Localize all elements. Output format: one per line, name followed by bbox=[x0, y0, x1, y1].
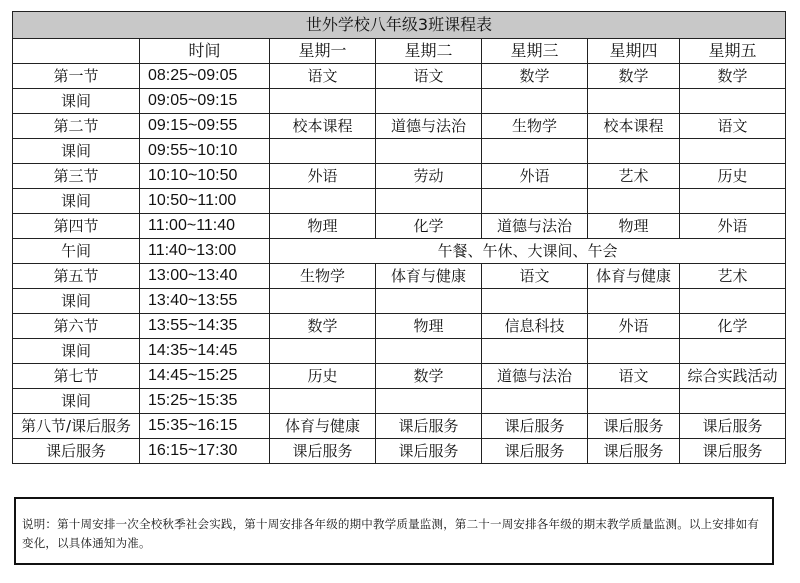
period-label: 第五节 bbox=[13, 264, 140, 289]
period-label: 课间 bbox=[13, 89, 140, 114]
table-row bbox=[13, 414, 786, 439]
period-label: 午间 bbox=[13, 239, 140, 264]
subject-cell: 劳动 bbox=[376, 164, 482, 189]
subject-cell bbox=[588, 189, 680, 214]
time-range: 13:40~13:55 bbox=[140, 289, 270, 314]
subject-cell: 外语 bbox=[270, 164, 376, 189]
subject-cell: 语文 bbox=[376, 64, 482, 89]
time-range: 09:55~10:10 bbox=[140, 139, 270, 164]
title-row bbox=[13, 12, 786, 39]
period-label: 课间 bbox=[13, 289, 140, 314]
subject-cell: 历史 bbox=[680, 164, 786, 189]
time-range: 08:25~09:05 bbox=[140, 64, 270, 89]
subject-cell: 课后服务 bbox=[680, 439, 786, 464]
time-range: 10:50~11:00 bbox=[140, 189, 270, 214]
table-row bbox=[13, 289, 786, 314]
column-header: 星期五 bbox=[680, 39, 786, 64]
subject-cell bbox=[376, 289, 482, 314]
subject-cell: 艺术 bbox=[588, 164, 680, 189]
period-label: 第六节 bbox=[13, 314, 140, 339]
subject-cell: 综合实践活动 bbox=[680, 364, 786, 389]
column-header: 星期一 bbox=[270, 39, 376, 64]
subject-cell bbox=[270, 139, 376, 164]
subject-cell: 校本课程 bbox=[588, 114, 680, 139]
column-header: 星期二 bbox=[376, 39, 482, 64]
subject-cell bbox=[482, 89, 588, 114]
subject-cell: 课后服务 bbox=[680, 414, 786, 439]
table-row bbox=[13, 214, 786, 239]
subject-cell: 生物学 bbox=[482, 114, 588, 139]
subject-cell: 数学 bbox=[482, 64, 588, 89]
subject-cell bbox=[270, 189, 376, 214]
subject-cell: 道德与法治 bbox=[482, 214, 588, 239]
subject-cell: 信息科技 bbox=[482, 314, 588, 339]
time-range: 16:15~17:30 bbox=[140, 439, 270, 464]
time-range: 09:05~09:15 bbox=[140, 89, 270, 114]
table-row bbox=[13, 314, 786, 339]
subject-cell: 外语 bbox=[680, 214, 786, 239]
subject-cell: 数学 bbox=[270, 314, 376, 339]
period-label: 第八节/课后服务 bbox=[13, 414, 140, 439]
period-label: 课间 bbox=[13, 389, 140, 414]
subject-cell bbox=[680, 89, 786, 114]
subject-cell: 物理 bbox=[376, 314, 482, 339]
subject-cell: 历史 bbox=[270, 364, 376, 389]
time-range: 14:45~15:25 bbox=[140, 364, 270, 389]
subject-cell: 物理 bbox=[270, 214, 376, 239]
subject-cell: 课后服务 bbox=[482, 414, 588, 439]
subject-cell bbox=[588, 389, 680, 414]
table-row bbox=[13, 439, 786, 464]
table-row bbox=[13, 114, 786, 139]
time-range: 10:10~10:50 bbox=[140, 164, 270, 189]
subject-cell: 语文 bbox=[588, 364, 680, 389]
period-label: 第二节 bbox=[13, 114, 140, 139]
subject-cell: 数学 bbox=[680, 64, 786, 89]
subject-cell: 课后服务 bbox=[482, 439, 588, 464]
table-row bbox=[13, 139, 786, 164]
time-range: 15:35~16:15 bbox=[140, 414, 270, 439]
subject-cell: 语文 bbox=[680, 114, 786, 139]
subject-cell bbox=[588, 339, 680, 364]
table-row bbox=[13, 339, 786, 364]
subject-cell: 课后服务 bbox=[588, 414, 680, 439]
period-label: 第七节 bbox=[13, 364, 140, 389]
subject-cell bbox=[270, 339, 376, 364]
subject-cell bbox=[588, 89, 680, 114]
column-header: 星期四 bbox=[588, 39, 680, 64]
period-label: 课间 bbox=[13, 139, 140, 164]
table-row bbox=[13, 264, 786, 289]
subject-cell: 课后服务 bbox=[376, 414, 482, 439]
subject-cell bbox=[270, 89, 376, 114]
subject-cell: 体育与健康 bbox=[376, 264, 482, 289]
table-row bbox=[13, 239, 786, 264]
subject-cell bbox=[376, 89, 482, 114]
header-row bbox=[13, 39, 786, 64]
period-label: 课间 bbox=[13, 189, 140, 214]
subject-cell bbox=[270, 289, 376, 314]
column-header bbox=[13, 39, 140, 64]
subject-cell bbox=[680, 339, 786, 364]
subject-cell: 数学 bbox=[588, 64, 680, 89]
time-range: 14:35~14:45 bbox=[140, 339, 270, 364]
subject-cell bbox=[376, 189, 482, 214]
column-header: 星期三 bbox=[482, 39, 588, 64]
subject-cell bbox=[482, 289, 588, 314]
subject-cell: 物理 bbox=[588, 214, 680, 239]
timetable bbox=[12, 11, 786, 464]
subject-cell: 数学 bbox=[376, 364, 482, 389]
subject-cell bbox=[482, 389, 588, 414]
subject-cell: 课后服务 bbox=[588, 439, 680, 464]
subject-cell bbox=[482, 189, 588, 214]
time-range: 11:00~11:40 bbox=[140, 214, 270, 239]
subject-cell bbox=[376, 139, 482, 164]
subject-cell bbox=[588, 139, 680, 164]
time-range: 11:40~13:00 bbox=[140, 239, 270, 264]
period-label: 第四节 bbox=[13, 214, 140, 239]
period-label: 课后服务 bbox=[13, 439, 140, 464]
table-title: 世外学校八年级3班课程表 bbox=[13, 12, 786, 39]
lunch-activities: 午餐、午休、大课间、午会 bbox=[270, 239, 786, 264]
subject-cell bbox=[680, 389, 786, 414]
subject-cell bbox=[680, 289, 786, 314]
table-row bbox=[13, 164, 786, 189]
time-range: 09:15~09:55 bbox=[140, 114, 270, 139]
subject-cell: 道德与法治 bbox=[482, 364, 588, 389]
subject-cell: 语文 bbox=[482, 264, 588, 289]
column-header: 时间 bbox=[140, 39, 270, 64]
subject-cell: 课后服务 bbox=[376, 439, 482, 464]
subject-cell bbox=[588, 289, 680, 314]
subject-cell bbox=[482, 139, 588, 164]
table-row bbox=[13, 89, 786, 114]
table-row bbox=[13, 64, 786, 89]
subject-cell: 校本课程 bbox=[270, 114, 376, 139]
period-label: 第一节 bbox=[13, 64, 140, 89]
subject-cell bbox=[482, 339, 588, 364]
subject-cell: 生物学 bbox=[270, 264, 376, 289]
subject-cell bbox=[680, 189, 786, 214]
time-range: 15:25~15:35 bbox=[140, 389, 270, 414]
table-row bbox=[13, 189, 786, 214]
period-label: 课间 bbox=[13, 339, 140, 364]
subject-cell: 化学 bbox=[376, 214, 482, 239]
subject-cell: 体育与健康 bbox=[588, 264, 680, 289]
subject-cell bbox=[376, 339, 482, 364]
subject-cell bbox=[376, 389, 482, 414]
period-label: 第三节 bbox=[13, 164, 140, 189]
time-range: 13:55~14:35 bbox=[140, 314, 270, 339]
subject-cell: 化学 bbox=[680, 314, 786, 339]
subject-cell bbox=[270, 389, 376, 414]
subject-cell: 艺术 bbox=[680, 264, 786, 289]
table-row bbox=[13, 364, 786, 389]
subject-cell: 体育与健康 bbox=[270, 414, 376, 439]
subject-cell: 语文 bbox=[270, 64, 376, 89]
subject-cell: 外语 bbox=[482, 164, 588, 189]
time-range: 13:00~13:40 bbox=[140, 264, 270, 289]
subject-cell bbox=[680, 139, 786, 164]
table-row bbox=[13, 389, 786, 414]
subject-cell: 课后服务 bbox=[270, 439, 376, 464]
subject-cell: 道德与法治 bbox=[376, 114, 482, 139]
footnote: 说明：第十周安排一次全校秋季社会实践，第十周安排各年级的期中教学质量监测，第二十一周安排各年级的期末教学质量监测。以上安排如有变化，以具体通知为准。 bbox=[14, 497, 774, 565]
subject-cell: 外语 bbox=[588, 314, 680, 339]
